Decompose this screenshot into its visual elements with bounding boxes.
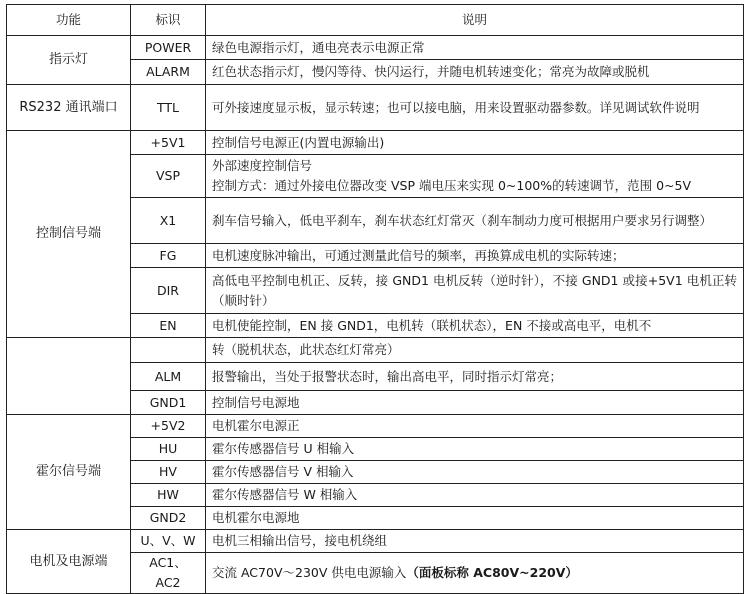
desc-line: 外部速度控制信号: [212, 158, 313, 173]
signal-desc: 控制信号电源地: [206, 391, 744, 415]
signal-id: GND1: [131, 391, 206, 415]
signal-id: FG: [131, 244, 206, 268]
group-control: 控制信号端: [7, 131, 131, 338]
spec-table: [6, 4, 744, 594]
signal-desc: 刹车信号输入，低电平刹车，刹车状态红灯常灭（刹车制动力度可根据用户要求另行调整）: [206, 198, 744, 244]
signal-desc: 电机霍尔电源地: [206, 507, 744, 530]
signal-desc: 报警输出，当处于报警状态时，输出高电平，同时指示灯常亮；: [206, 363, 744, 391]
signal-desc: 可外接速度显示板，显示转速；也可以接电脑，用来设置驱动器参数。详见调试软件说明: [206, 85, 744, 131]
signal-id: POWER: [131, 36, 206, 60]
signal-id: HU: [131, 438, 206, 461]
group-indicator: 指示灯: [7, 36, 131, 85]
desc-text: 交流 AC70V～230V 供电电源输入: [212, 565, 407, 580]
header-row: [7, 5, 744, 36]
group-rs232: RS232 通讯端口: [7, 85, 131, 131]
signal-desc: 红色状态指示灯，慢闪等待、快闪运行，并随电机转速变化；常亮为故障或脱机: [206, 60, 744, 85]
signal-desc: 霍尔传感器信号 U 相输入: [206, 438, 744, 461]
table-row: [7, 530, 744, 553]
signal-desc: 霍尔传感器信号 W 相输入: [206, 484, 744, 507]
signal-id: TTL: [131, 85, 206, 131]
desc-line: 控制方式：通过外接电位器改变 VSP 端电压来实现 0~100%的转速调节，范围 0~5V: [212, 178, 692, 193]
signal-id: +5V1: [131, 131, 206, 155]
group-power: 电机及电源端: [7, 530, 131, 594]
signal-desc: 电机使能控制，EN 接 GND1，电机转（联机状态），EN 不接或高电平，电机不: [206, 314, 744, 338]
signal-id: U、V、W: [131, 530, 206, 553]
signal-id: DIR: [131, 268, 206, 314]
signal-id: X1: [131, 198, 206, 244]
signal-id: VSP: [131, 155, 206, 198]
table-row: [7, 338, 744, 363]
header-desc: 说明: [206, 5, 744, 36]
signal-id: ALM: [131, 363, 206, 391]
table-row: [7, 415, 744, 438]
signal-desc: [206, 553, 744, 594]
signal-desc: [206, 155, 744, 198]
signal-id: ALARM: [131, 60, 206, 85]
signal-desc: 绿色电源指示灯，通电亮表示电源正常: [206, 36, 744, 60]
signal-id: GND2: [131, 507, 206, 530]
signal-desc: 电机三相输出信号，接电机绕组: [206, 530, 744, 553]
signal-desc: 电机速度脉冲输出，可通过测量此信号的频率，再换算成电机的实际转速；: [206, 244, 744, 268]
signal-id: EN: [131, 314, 206, 338]
signal-id: HV: [131, 461, 206, 484]
group-hall: 霍尔信号端: [7, 415, 131, 530]
table-row: [7, 85, 744, 131]
signal-id: +5V2: [131, 415, 206, 438]
signal-desc: 转（脱机状态，此状态红灯常亮）: [206, 338, 744, 363]
signal-id: AC1、AC2: [131, 553, 206, 594]
panel-rating-note: （面板标称 AC80V~220V）: [406, 565, 578, 580]
signal-desc: 霍尔传感器信号 V 相输入: [206, 461, 744, 484]
signal-desc: 控制信号电源正(内置电源输出): [206, 131, 744, 155]
signal-desc: 高低电平控制电机正、反转，接 GND1 电机反转（逆时针），不接 GND1 或接+5V1 电机正转（顺时针）: [206, 268, 744, 314]
header-func: 功能: [7, 5, 131, 36]
header-id: 标识: [131, 5, 206, 36]
signal-desc: 电机霍尔电源正: [206, 415, 744, 438]
table-row: [7, 36, 744, 60]
table-row: [7, 131, 744, 155]
signal-id: HW: [131, 484, 206, 507]
